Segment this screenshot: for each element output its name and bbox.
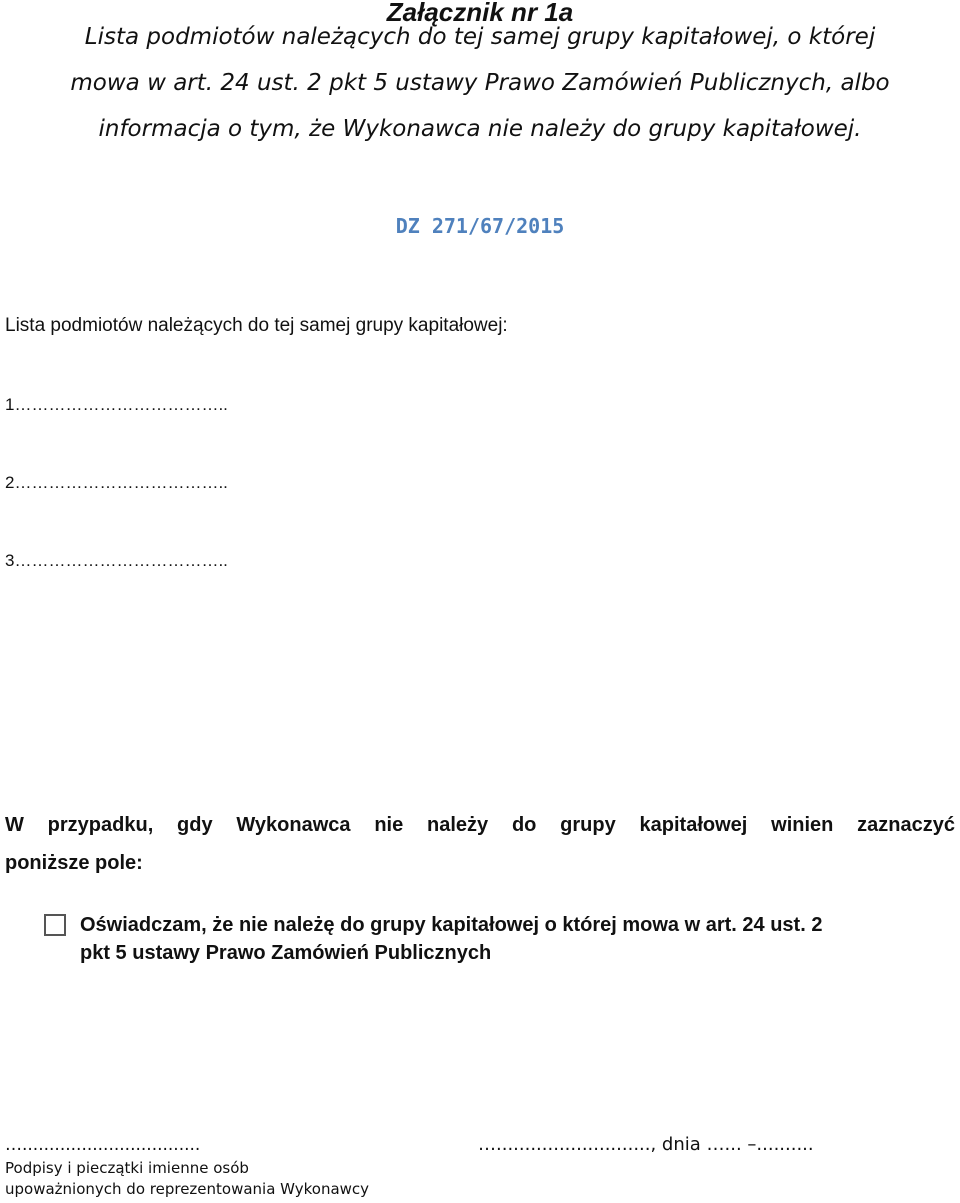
document-title: Załącznik nr 1a [386, 0, 574, 27]
document-subtitle [0, 14, 960, 152]
signature-caption [5, 1158, 369, 1200]
signature-caption-line: upoważnionych do reprezentowania Wykonawcy [5, 1180, 370, 1198]
signature-line: …................................. [5, 1135, 201, 1155]
entity-list-item-1: 1……………………………….. [5, 395, 228, 414]
entity-list-heading: Lista podmiotów należących do tej samej grupy kapitałowej: [5, 315, 508, 336]
subtitle-line: mowa w art. 24 ust. 2 pkt 5 ustawy Prawo Zamówień Publicznych, albo [70, 70, 890, 96]
notice-line: poniższe pole: [5, 852, 143, 874]
place-date-line: …..........................., dnia …... –.......... [478, 1134, 814, 1155]
notice-line: W przypadku, gdy Wykonawca nie należy do grupy kapitałowej winien zaznaczyć [5, 814, 955, 836]
signature-caption-line: Podpisy i pieczątki imienne osób [5, 1159, 249, 1177]
subtitle-line: Lista podmiotów należących do tej samej grupy kapitałowej, o której [84, 24, 876, 50]
entity-list-item-3: 3……………………………….. [5, 551, 228, 570]
subtitle-line: informacja o tym, że Wykonawca nie należy do grupy kapitałowej. [98, 116, 862, 142]
notice-text [5, 806, 955, 882]
reference-number: DZ 271/67/2015 [395, 214, 565, 238]
declaration-line: pkt 5 ustawy Prawo Zamówień Publicznych [80, 942, 492, 964]
entity-list-item-2: 2……………………………….. [5, 473, 228, 492]
declaration-text [80, 911, 950, 967]
declaration-checkbox[interactable] [44, 914, 66, 936]
declaration-line: Oświadczam, że nie należę do grupy kapitałowej o której mowa w art. 24 ust. 2 [80, 914, 823, 936]
